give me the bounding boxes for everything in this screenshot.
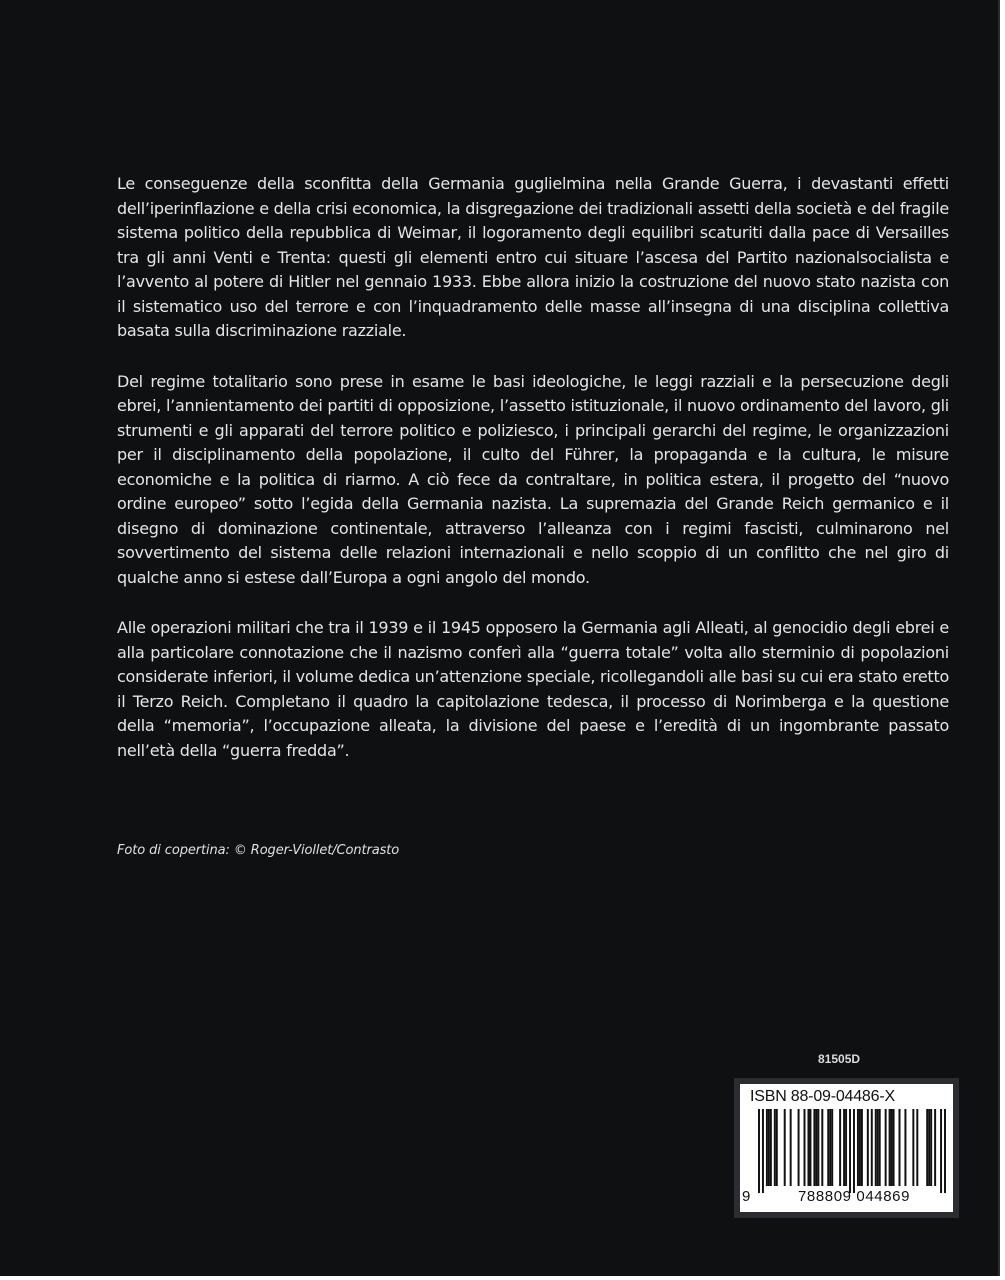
barcode-bar [774,1109,776,1186]
barcode-bar [758,1109,760,1193]
barcode-bar [815,1109,817,1186]
isbn-barcode-box [734,1078,959,1218]
barcode-bar [877,1109,879,1186]
ean-first-digit: 9 [742,1188,751,1205]
barcode-bar [804,1109,806,1186]
barcode-bar [849,1109,851,1193]
blurb-paragraph-1: Le conseguenze della sconfitta della Germania guglielmina nella Grande Guerra, i devastanti effetti dell’iperinflazione e della crisi economica, la disgregazione dei tradizionali assetti della società e del fragile sistema politico della repubblica di Weimar, il logoramento degli equilibri scaturiti dalla pace di Versailles tra gli anni Venti e Trenta: questi gli elementi entro cui situare l’ascesa del Partito nazionalsocialista e l’avvento al potere di Hitler nel gennaio 1933. Ebbe allora inizio la costruzione del nuovo stato nazista con il sistematico uso del terrore e con l’inquadramento delle masse all’insegna di una disciplina collettiva basata sulla discriminazione razziale. [117,174,949,340]
barcode-bar [762,1109,764,1193]
cover-photo-credit: Foto di copertina: © Roger-Viollet/Contrasto [117,843,400,858]
isbn-label: ISBN 88-09-04486-X [750,1088,895,1105]
barcode-bar [891,1109,893,1186]
barcode-bar [867,1109,869,1186]
barcode-bar [857,1109,859,1186]
barcode-bar [879,1109,881,1186]
barcode-bar [839,1109,841,1186]
blurb-paragraph-2: Del regime totalitario sono prese in esame le basi ideologiche, le leggi razziali e la persecuzione degli ebrei, l’annientamento dei partiti di opposizione, l’assetto istituzionale, il nuovo ordinamento del lavoro, gli strumenti e gli apparati del terrore politico e poliziesco, i principali gerarchi del regime, le organizzazioni per il disciplinamento della popolazione, il culto del Führer, la propaganda e la cultura, le misure economiche e la politica di riarmo. A ciò fece da contraltare, in politica estera, il progetto del “nuovo ordine europeo” sotto l’egida della Germania nazista. La supremazia del Grande Reich germanico e il disegno di dominazione continentale, attraverso l’alleanza con i regimi fascisti, culminarono nel sovvertimento del sistema delle relazioni internazionali e nello scoppio di un conflitto che nel giro di qualche anno si estese dall’Europa a ogni angolo del mondo. [117,371,949,587]
barcode-bar [817,1109,819,1186]
barcode-bar [859,1109,861,1186]
barcode-bar [784,1109,786,1186]
barcode-bar [899,1109,901,1186]
barcode-bar [928,1109,930,1186]
barcode-bar [827,1109,829,1186]
barcode-bar [770,1109,772,1186]
barcode-bar [807,1109,809,1186]
barcode-bar [798,1109,800,1186]
barcode-bar [843,1109,845,1186]
barcode-bar [790,1109,792,1186]
blurb-text [117,172,949,789]
blurb-paragraph-3: Alle operazioni militari che tra il 1939 e il 1945 opposero la Germania agli Alleati, al genocidio degli ebrei e alla particolare connotazione che il nazismo conferì alla “guerra totale” volta allo sterminio di popolazioni considerate inferiori, il volume dedica un’attenzione speciale, ricollegandoli alle basi su cui era stato eretto il Terzo Reich. Completano il quadro la capitolazione tedesca, il processo di Norimberga e la questione della “memoria”, l’occupazione alleata, la divisione del paese e l’eredità di un ingombrante passato nell’età della “guerra fredda”. [117,618,950,760]
barcode-bar [831,1109,833,1186]
product-code: 81505D [818,1052,861,1066]
ean-digits: 788809 044869 [797,1188,911,1205]
barcode-bar [940,1109,942,1193]
barcode-bar [926,1109,928,1186]
barcode-bar [871,1109,873,1186]
barcode-bar [889,1109,891,1186]
barcode-bar [845,1109,847,1186]
barcode-icon [758,1109,946,1193]
barcode-bar [861,1109,863,1186]
barcode-bar [912,1109,914,1186]
barcode-bar [813,1109,815,1186]
barcode-bar [934,1109,936,1186]
barcode-bar [875,1109,877,1186]
barcode-bar [776,1109,778,1186]
barcode-bar [944,1109,946,1193]
barcode-bar [821,1109,823,1186]
barcode-bar [916,1109,918,1186]
barcode-bar [768,1109,770,1186]
barcode-bar [930,1109,932,1186]
barcode-bar [809,1109,811,1186]
barcode-bar [829,1109,831,1186]
barcode-bar [766,1109,768,1186]
barcode-bar [885,1109,887,1186]
barcode-bar [893,1109,895,1186]
barcode-bar [853,1109,855,1193]
barcode-bar [904,1109,906,1186]
